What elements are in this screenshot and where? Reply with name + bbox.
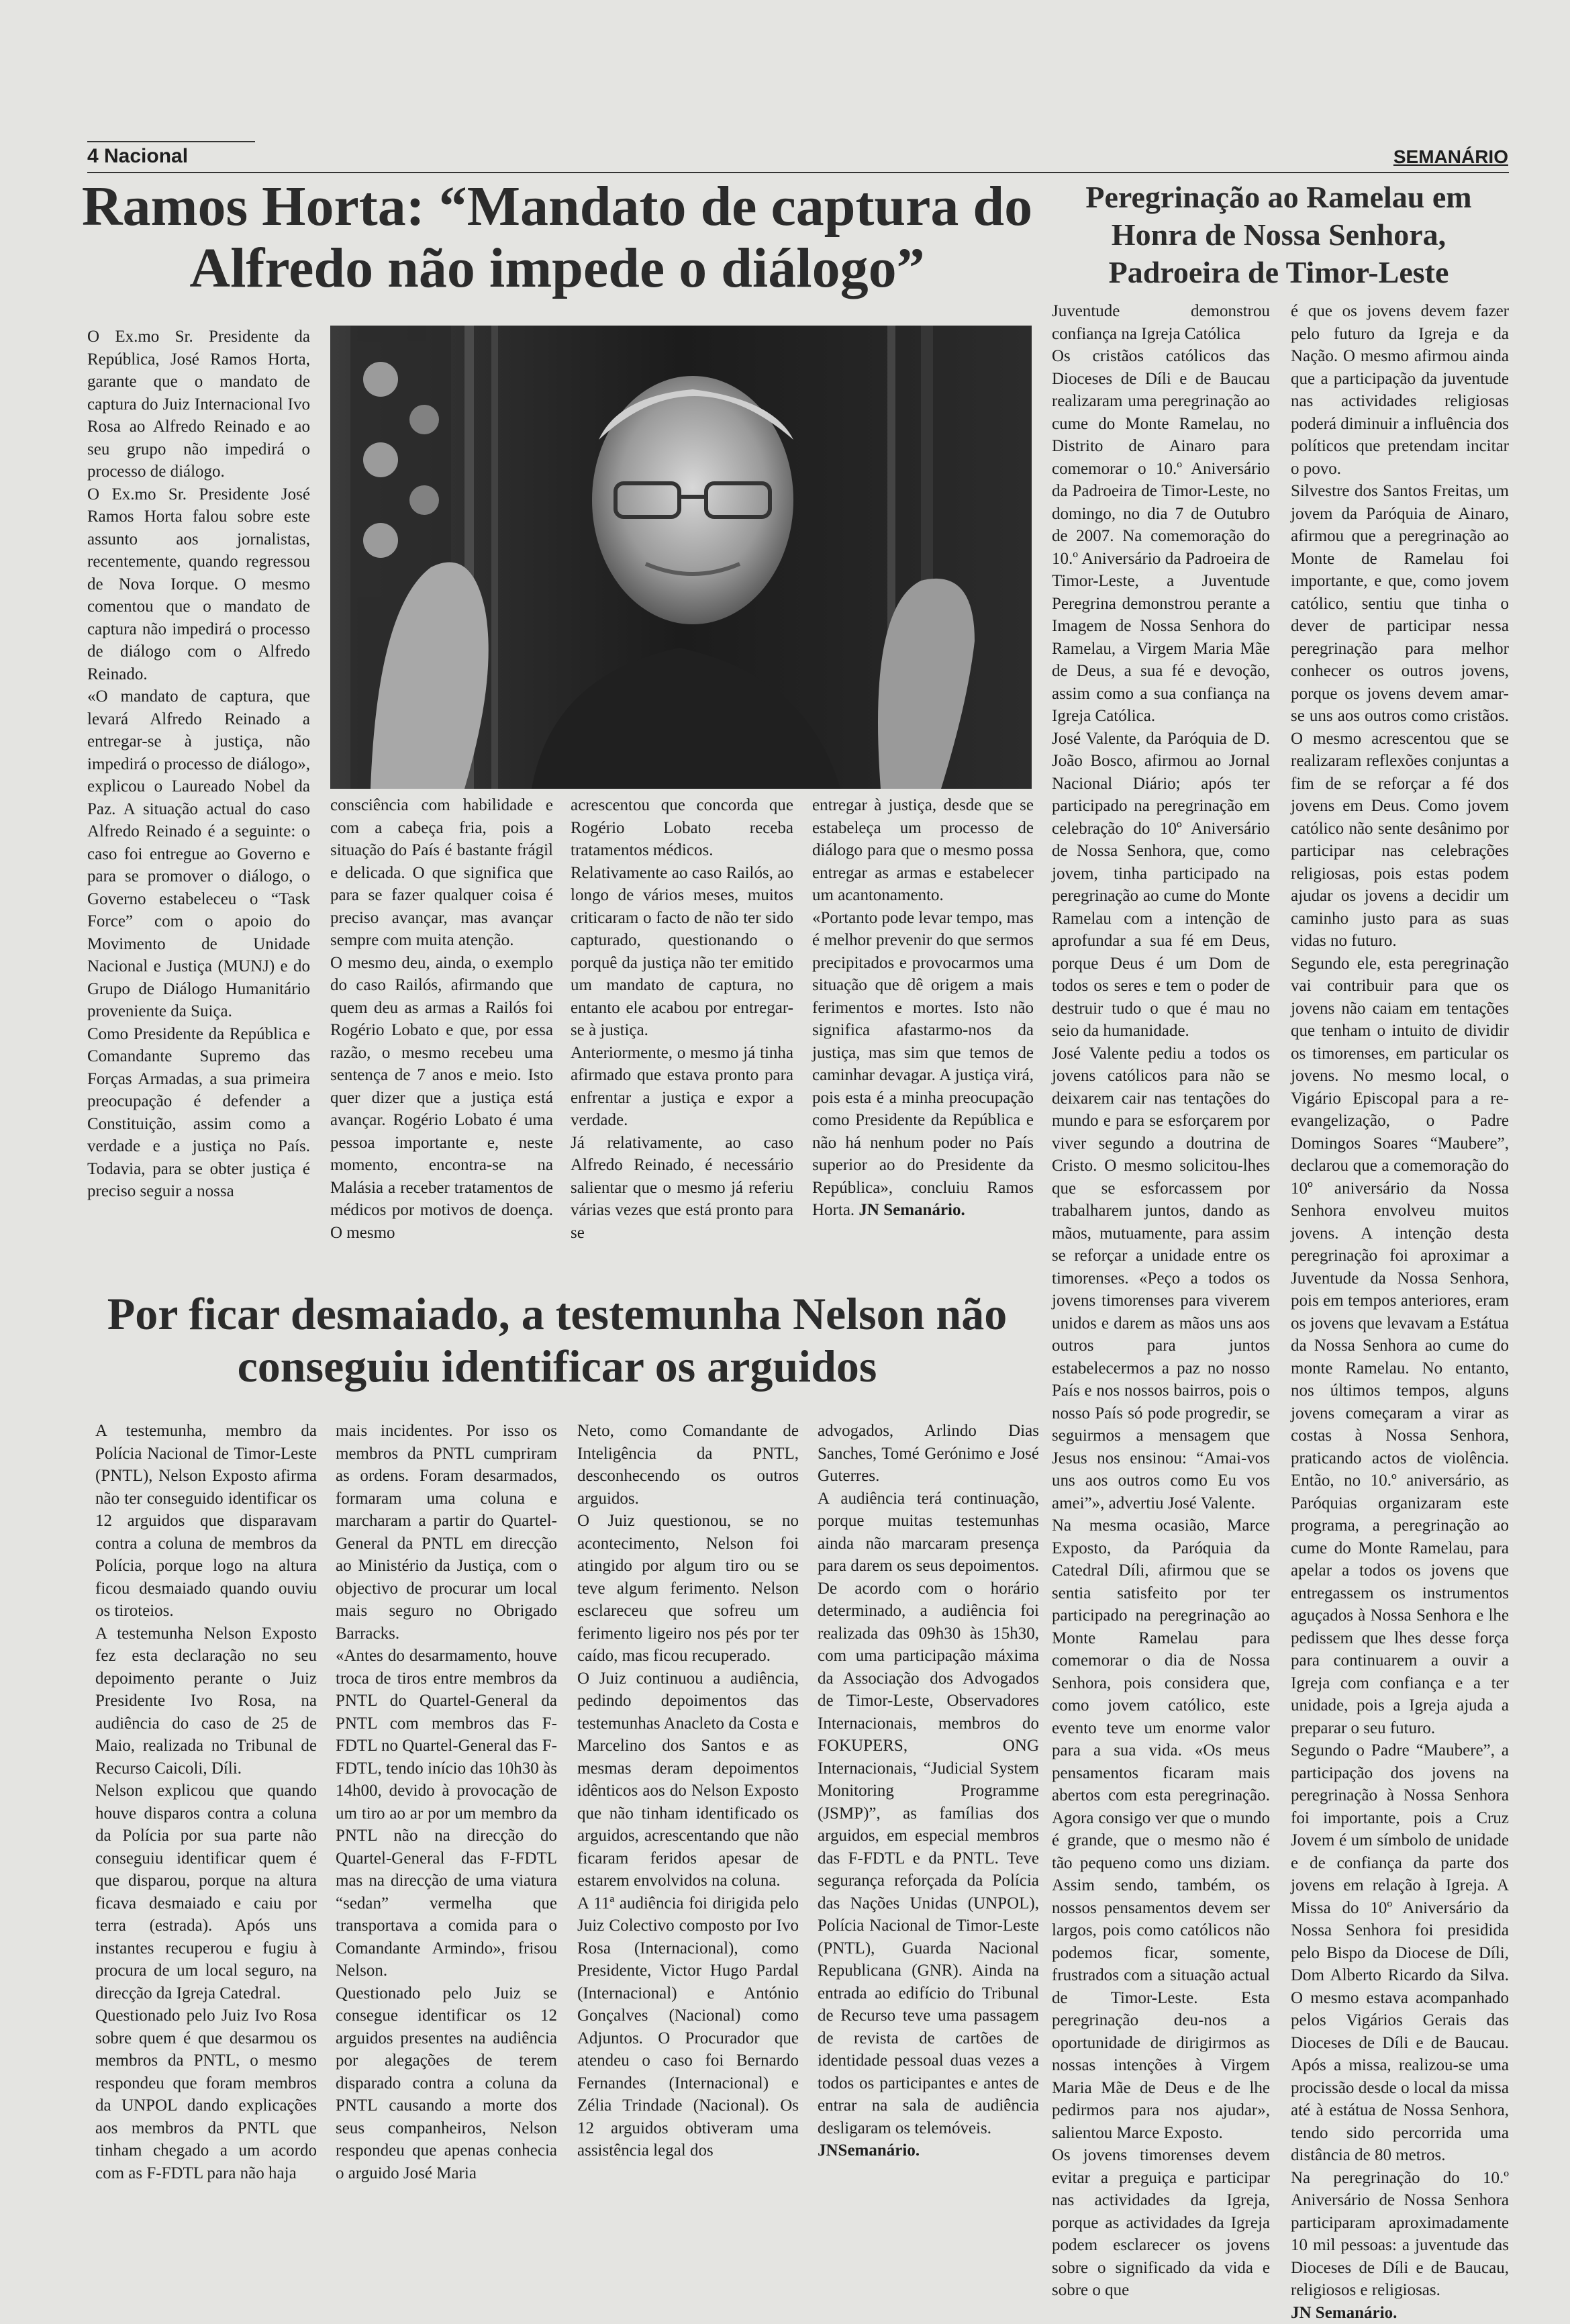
article-testemunha-headline: Por ficar desmaiado, a testemunha Nelson não conseguiu identificar os arguidos xyxy=(81,1288,1034,1392)
ramos-horta-photo xyxy=(330,326,1032,789)
paragraph: entregar à justiça, desde que se estabeleça um processo de diálogo para que o mesmo possa entregar as armas e estabelecer um acantonamento. xyxy=(812,794,1034,907)
paragraph: mais incidentes. Por isso os membros da PNTL cumpriram as ordens. Foram desarmados, formaram uma coluna e marcharam a partir do Quartel-General da PNTL em direcção ao Ministério da Justiça, com o objectivo de procurar um local mais seguro no Obrigado Barracks. xyxy=(336,1420,557,1645)
paragraph: Nelson explicou que quando houve disparos contra a coluna da Polícia por sua parte não conseguiu identificar quem é que disparou, porque na altura ficava desmaiado e caiu por terra (estrada). Após uns instantes recuperou e fugiu à procura de um local seguro, na direcção da Igreja Catedral. xyxy=(95,1780,317,2004)
paragraph: Silvestre dos Santos Freitas, um jovem da Paróquia de Ainaro, afirmou que a peregrinação ao Monte de Ramelau foi importante, e que, como jovem católico, sentiu que tinha o dever de participar nessa peregrinação para melhor conhecer os outros jovens, porque os jovens devem amar-se uns aos outros como cristãos. O mesmo acrescentou que se realizaram reflexões conjuntas a fim de se reforçar a fé dos jovens em Deus. Como jovem católico não sente desânimo por participar nas celebrações religiosas, pois estas podem ajudar os jovens a decidir um caminho justo para as suas vidas no futuro. xyxy=(1291,480,1509,953)
paragraph: Neto, como Comandante de Inteligência da PNTL, desconhecendo os outros arguidos. xyxy=(577,1420,799,1510)
paragraph: O Juiz continuou a audiência, pedindo depoimentos das testemunhas Anacleto da Costa e Marcelino dos Santos e as mesmas deram depoimentos idênticos aos do Nelson Exposto que não tinham identificado os arguidos, acrescentando que não ficaram feridos apesar de estarem envolvidos na coluna. xyxy=(577,1667,799,1892)
signature: JN Semanário. xyxy=(858,1201,965,1219)
paragraph: José Valente pediu a todos os jovens católicos para não se deixarem cair nas tentações do mundo e para se esforçarem por viver segundo a doutrina de Cristo. O mesmo solicitou-lhes que se esforcassem por trabalharem juntos, dando as mãos, mutuamente, para assim se reforçar a unidade entre os timorenses. «Peço a todos os jovens timorenses para viverem unidos e darem as mãos uns aos outros para juntos estabelecermos a paz no nosso País e nos nossos bairros, pois o nosso País só pode progredir, se seguirmos a mensagem que Jesus nos ensinou: “Amai-vos uns aos outros como Eu vos amei”», advertiu José Valente. xyxy=(1052,1043,1270,1515)
article-testemunha-col-2 xyxy=(336,1420,557,2177)
paragraph: Já relativamente, ao caso Alfredo Reinado, é necessário salientar que o mesmo já referiu várias vezes que está pronto para se xyxy=(571,1132,793,1245)
article-peregrinacao-col-2 xyxy=(1291,300,1509,2176)
paragraph: consciência com habilidade e com a cabeça fria, pois a situação do País é bastante frágil e delicada. O que significa que para se fazer qualquer coisa é preciso avançar, mas avançar sempre com muita atenção. xyxy=(330,794,553,952)
ramos-horta-portrait-image xyxy=(330,326,1032,789)
article-ramos-horta-headline: Ramos Horta: “Mandato de captura do Alfredo não impede o diálogo” xyxy=(81,176,1034,299)
header-rule xyxy=(87,172,1509,173)
article-ramos-horta-col-1 xyxy=(87,326,310,1282)
paragraph: A 11ª audiência foi dirigida pelo Juiz Colectivo composto por Ivo Rosa (Internacional), como Presidente, Victor Hugo Pardal (Internacional) e António Gonçalves (Nacional) como Adjuntos. O Procurador que atendeu o caso foi Bernardo Fernandes (Internacional) e Zélia Trindade (Nacional). Os 12 arguidos obtiveram uma assistência legal dos xyxy=(577,1892,799,2162)
paragraph: José Valente, da Paróquia de D. João Bosco, afirmou ao Jornal Nacional Diário; após ter participado na peregrinação em celebração do 10º Aniversário de Nossa Senhora, que, como jovem, tinha participado na peregrinação ao cume do Monte Ramelau com a intenção de aprofundar a sua fé em Deus, porque Deus é um Dom de todos os seres e tem o poder de destruir tudo o que é mau no seio da humanidade. xyxy=(1052,728,1270,1043)
article-testemunha-col-1 xyxy=(95,1420,317,2177)
signature: JNSemanário. xyxy=(818,2139,1039,2162)
article-ramos-horta-col-4 xyxy=(812,794,1034,1282)
section-label: 4 Nacional xyxy=(87,145,188,168)
paragraph: Anteriormente, o mesmo já tinha afirmado que estava pronto para enfrentar a justiça e expor a verdade. xyxy=(571,1042,793,1132)
paragraph: A audiência terá continuação, porque muitas testemunhas ainda não marcaram presença para darem os seus depoimentos. De acordo com o horário determinado, a audiência foi realizada das 09h30 às 15h30, com uma participação máxima da Associação dos Advogados de Timor-Leste, Observadores Internacionais, membros do FOKUPERS, ONG Internacionais, “Judicial System Monitoring Programme (JSMP)”, as famílias dos arguidos, em especial membros das F-FDTL e da PNTL. Teve segurança reforçada da Polícia das Nações Unidas (UNPOL), Polícia Nacional de Timor-Leste (PNTL), Guarda Nacional Republicana (GNR). Ainda na entrada ao edifício do Tribunal de Recurso teve uma passagem de revista de cartões de identidade pessoal duas vezes a todos os participantes e antes de entrar na sala de audiência desligaram os telemóveis. xyxy=(818,1488,1039,2140)
paragraph: O Ex.mo Sr. Presidente José Ramos Horta falou sobre este assunto aos jornalistas, recentemente, quando regressou de Nova Iorque. O mesmo comentou que o mandato de captura não impedirá o processo de diálogo com o Alfredo Reinado. xyxy=(87,483,310,686)
paragraph: Questionado pelo Juiz Ivo Rosa sobre quem é que desarmou os membros da PNTL, o mesmo respondeu que foram membros da UNPOL dando explicações aos membros da PNTL que tinham chegado a um acordo com as F-FDTL para não haja xyxy=(95,2004,317,2184)
paragraph: «Antes do desarmamento, houve troca de tiros entre membros da PNTL do Quartel-General da PNTL com membros das F-FDTL no Quartel-General das F-FDTL, tendo início das 10h30 às 14h00, devido à provocação de um tiro ao ar por um membro da PNTL não na direcção do Quartel-General das F-FDTL mas na direcção de uma viatura “sedan” vermelha que transportava a comida para o Comandante Armindo», frisou Nelson. xyxy=(336,1645,557,1982)
paragraph xyxy=(812,907,1034,1222)
paragraph: Segundo ele, esta peregrinação vai contribuir para que os jovens não caiam em tentações que tenham o intuito de dividir os timorenses, em particular os jovens. No mesmo local, o Vigário Episcopal para a re-evangelização, o Padre Domingos Soares “Maubere”, declarou que a comemoração do 10º aniversário da Nossa Senhora envolveu muitos jovens. A intenção desta peregrinação foi aproximar a Juventude da Nossa Senhora, pois em tempos anteriores, eram os jovens que levavam a Estátua da Nossa Senhora ao cume do monte Ramelau. No entanto, nos últimos tempos, alguns jovens começaram a virar as costas à Nossa Senhora, praticando actos de violência. Então, no 10.º aniversário, as Paróquias organizaram este programa, a peregrinação ao cume do Monte Ramelau, para apelar a todos os jovens que entregassem os instrumentos aguçados à Nossa Senhora e lhe pedissem que lhes desse força para continuarem a ouvir a Igreja com confiança e a ter unidade, pois a Igreja ajuda a preparar o seu futuro. xyxy=(1291,953,1509,1740)
paragraph: Segundo o Padre “Maubere”, a participação dos jovens na peregrinação à Nossa Senhora foi importante, pois a Cruz Jovem é um símbolo de unidade e de confiança da parte dos jovens em relação à Igreja. A Missa do 10º Aniversário da Nossa Senhora foi presidida pelo Bispo da Diocese de Díli, Dom Alberto Ricardo da Silva. O mesmo estava acompanhado pelos Vigários Gerais das Dioceses de Díli e de Baucau. Após a missa, realizou-se uma procissão desde o local da missa até à estátua de Nossa Senhora, tendo sido percorrida uma distância de 80 metros. xyxy=(1291,1739,1509,2167)
paragraph: Os cristãos católicos das Dioceses de Díli e de Baucau realizaram uma peregrinação ao cume do Monte Ramelau, no Distrito de Ainaro para comemorar o 10.º Aniversário da Padroeira de Timor-Leste, no domingo, no dia 7 de Outubro de 2007. Na comemoração do 10.º Aniversário da Padroeira de Timor-Leste, a Juventude Peregrina demonstrou perante a Imagem de Nossa Senhora do Ramelau, a Virgem Maria Mãe de Deus, a sua fé e devoção, assim como a sua confiança na Igreja Católica. xyxy=(1052,345,1270,728)
article-ramos-horta-col-2 xyxy=(330,794,553,1282)
paragraph: O mesmo deu, ainda, o exemplo do caso Railós, afirmando que quem deu as armas a Railós foi Rogério Lobato e que, por essa razão, o mesmo recebeu uma sentença de 7 anos e meio. Isto quer dizer que a justiça está avançar. Rogério Lobato é uma pessoa importante e, neste momento, encontra-se na Malásia a receber tratamentos de médicos por motivos de doença. O mesmo xyxy=(330,952,553,1245)
paragraph: acrescentou que concorda que Rogério Lobato receba tratamentos médicos. xyxy=(571,794,793,862)
paragraph: A testemunha Nelson Exposto fez esta declaração no seu depoimento perante o Juiz Presidente Ivo Rosa, na audiência do caso de 25 de Maio, realizada no Tribunal de Recurso Caicoli, Díli. xyxy=(95,1623,317,1780)
paragraph: O Juiz questionou, se no acontecimento, Nelson foi atingido por algum tiro ou se teve algum ferimento. Nelson esclareceu que sofreu um ferimento ligeiro nos pés por ter caído, mas ficou recuperado. xyxy=(577,1510,799,1667)
paragraph: A testemunha, membro da Polícia Nacional de Timor-Leste (PNTL), Nelson Exposto afirma não ter conseguido identificar os 12 arguidos que disparavam contra a coluna de membros da Polícia, porque logo na altura ficou desmaiado quando ouviu os tiroteios. xyxy=(95,1420,317,1623)
paragraph: Como Presidente da República e Comandante Supremo das Forças Armadas, a sua primeira preocupação é defender a Constituição, assim como a verdade e a justiça no País. Todavia, para se obter justiça é preciso seguir a nossa xyxy=(87,1023,310,1203)
paragraph: é que os jovens devem fazer pelo futuro da Igreja e da Nação. O mesmo afirmou ainda que a participação da juventude nas actividades religiosas poderá diminuir a influência dos políticos que pretendam incitar o povo. xyxy=(1291,300,1509,480)
paragraph: «O mandato de captura, que levará Alfredo Reinado a entregar-se à justiça, não impedirá o processo de diálogo», explicou o Laureado Nobel da Paz. A situação actual do caso Alfredo Reinado é a seguinte: o caso foi entregue ao Governo e para se promover o diálogo, o Governo estabeleceu o “Task Force” com o apoio do Movimento de Unidade Nacional e Justiça (MUNJ) e do Grupo de Diálogo Humanitário proveniente da Suiça. xyxy=(87,685,310,1023)
paragraph: Questionado pelo Juiz se consegue identificar os 12 arguidos presentes na audiência por alegações de terem disparado contra a coluna da PNTL causando a morte dos seus companheiros, Nelson respondeu que apenas conhecia o arguido José Maria xyxy=(336,1982,557,2185)
signature: JN Semanário. xyxy=(1291,2304,1397,2322)
paragraph: Relativamente ao caso Railós, ao longo de vários meses, muitos criticaram o facto de não ter sido capturado, questionando o porquê da justiça não ter emitido um mandato de captura, no entanto ele acabou por entregar-se à justiça. xyxy=(571,862,793,1042)
paragraph: Na mesma ocasião, Marce Exposto, da Paróquia da Catedral Díli, afirmou que se sentia satisfeito por ter participado na peregrinação ao Monte Ramelau para comemorar o dia de Nossa Senhora, pois considera que, como jovem católico, este evento teve um enorme valor para a sua vida. «Os meus pensamentos ficaram mais abertos com esta peregrinação. Agora consigo ver que o mundo é grande, que o mesmo não é tão pequeno como uns diziam. Assim sendo, também, os nossos pensamentos devem ser largos, pois como católicos não podemos ficar, somente, frustrados com a situação actual de Timor-Leste. Esta peregrinação deu-nos a oportunidade de dirigirmos as nossas intenções à Virgem Maria Mãe de Deus e de lhe pedirmos para nos ajudar», salientou Marce Exposto. xyxy=(1052,1514,1270,2144)
paragraph-text: Na peregrinação do 10.º Aniversário de Nossa Senhora participaram aproximadamente 10 mil pessoas: a juventude das Dioceses de Díli e de Baucau, religiosos e religiosas. xyxy=(1291,2169,1509,2300)
newspaper-name: SEMANÁRIO xyxy=(1393,146,1508,168)
paragraph: Juventude demonstrou confiança na Igreja Católica xyxy=(1052,300,1270,345)
paragraph xyxy=(1291,2167,1509,2324)
article-ramos-horta-col-3 xyxy=(571,794,793,1282)
article-testemunha-col-4 xyxy=(818,1420,1039,2177)
paragraph: Os jovens timorenses devem evitar a preguiça e participar nas actividades da Igreja, porque as actividades da Igreja podem esclarecer os jovens sobre o significado da vida e sobre o que xyxy=(1052,2144,1270,2302)
paragraph: O Ex.mo Sr. Presidente da República, José Ramos Horta, garante que o mandato de captura do Juiz Internacional Ivo Rosa ao Alfredo Reinado e ao seu grupo não impedirá o processo de diálogo. xyxy=(87,326,310,483)
article-peregrinacao-headline: Peregrinação ao Ramelau em Honra de Nossa Senhora, Padroeira de Timor-Leste xyxy=(1050,179,1507,291)
paragraph: advogados, Arlindo Dias Sanches, Tomé Gerónimo e José Guterres. xyxy=(818,1420,1039,1488)
paragraph-text: «Portanto pode levar tempo, mas é melhor prevenir do que sermos precipitados e provocarmos uma situação que dê origem a mais ferimentos e mortes. Isto não significa afastarmo-nos da justiça, mas sim que temos de caminhar devagar. A justiça virá, pois esta é a minha preocupação como Presidente da República e não há nenhum poder no País superior ao do Presidente da República», concluiu Ramos Horta. xyxy=(812,909,1034,1220)
article-peregrinacao-col-1 xyxy=(1052,300,1270,2176)
header-left-rule xyxy=(87,141,255,142)
article-testemunha-col-3 xyxy=(577,1420,799,2177)
